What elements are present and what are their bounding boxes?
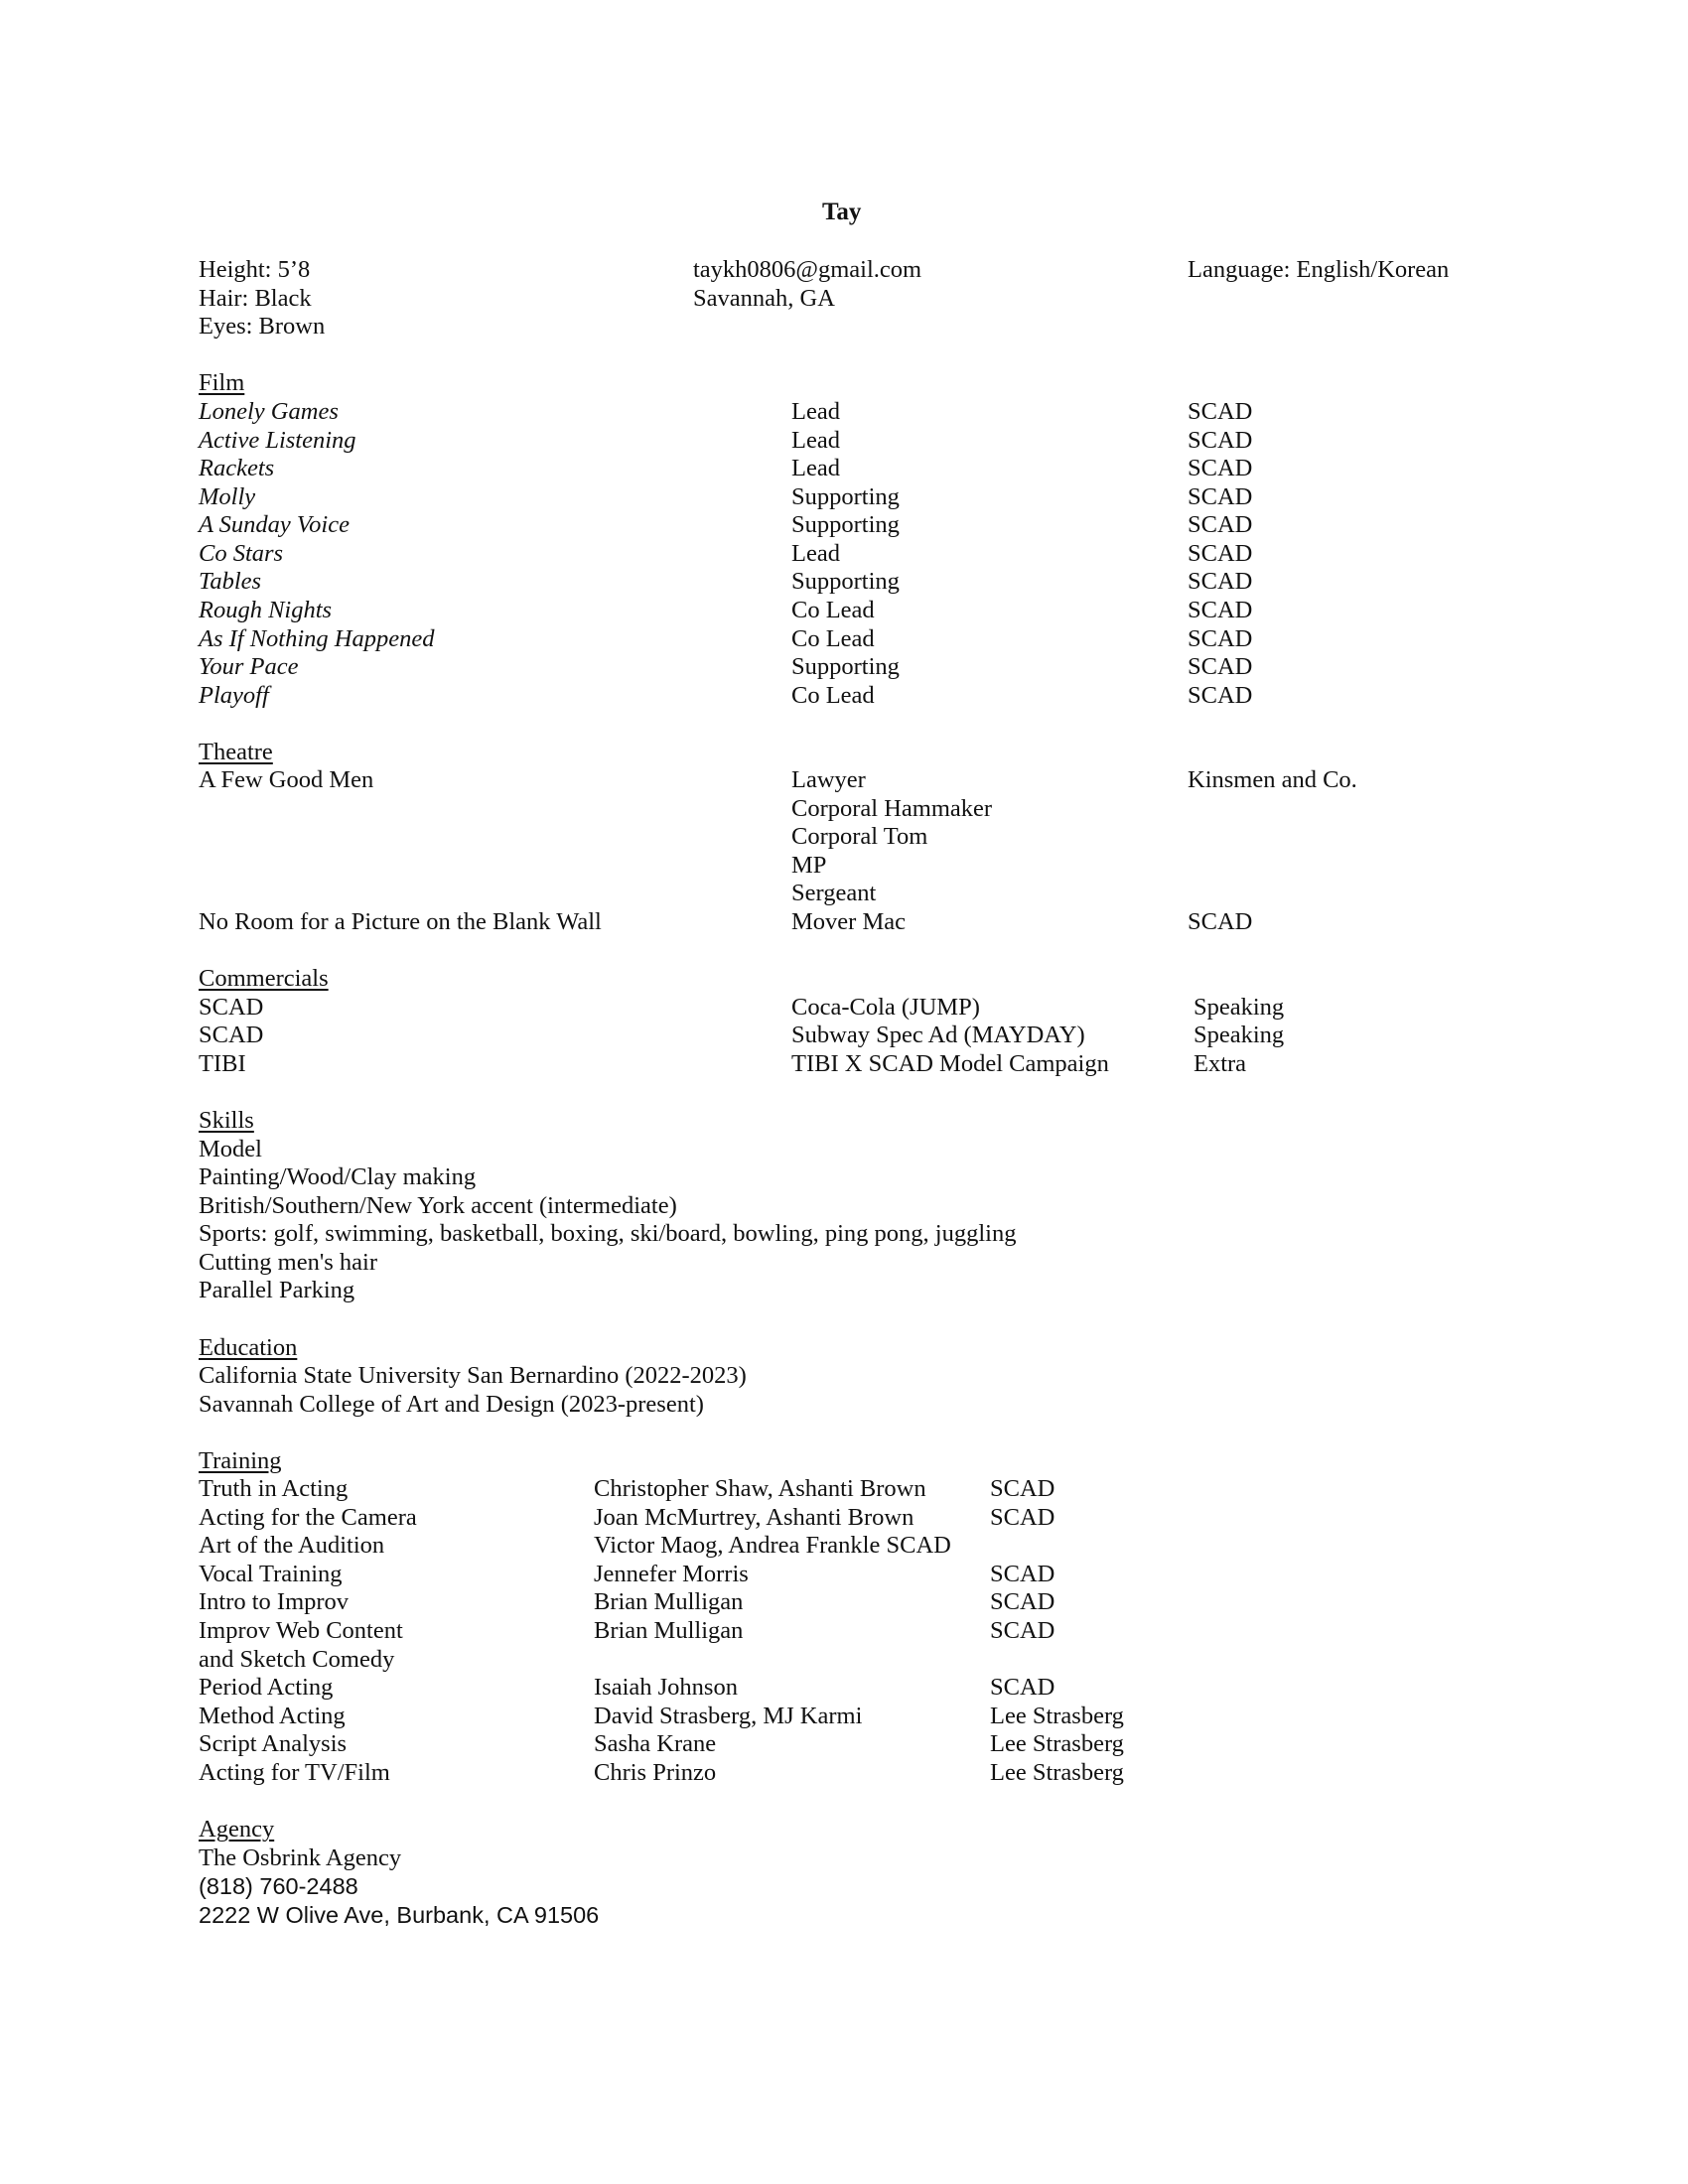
training-course: Vocal Training <box>199 1561 343 1587</box>
training-course: Method Acting <box>199 1703 346 1729</box>
film-role: Co Lead <box>791 682 875 709</box>
training-school: SCAD <box>990 1475 1055 1502</box>
film-role: Supporting <box>791 568 900 595</box>
theatre-role: Corporal Hammaker <box>791 795 993 822</box>
eyes-stat: Eyes: Brown <box>199 313 326 340</box>
theatre-title: A Few Good Men <box>199 766 374 793</box>
theatre-role: Corporal Tom <box>791 823 928 850</box>
film-title: Your Pace <box>199 653 299 680</box>
list-item: California State University San Bernardino (2022-2023) <box>199 1362 747 1389</box>
training-school: Lee Strasberg <box>990 1730 1124 1757</box>
commercial-client: SCAD <box>199 994 264 1021</box>
commercial-spot: TIBI X SCAD Model Campaign <box>791 1050 1109 1077</box>
training-course: Script Analysis <box>199 1730 348 1757</box>
film-role: Co Lead <box>791 625 875 652</box>
training-course: Intro to Improv <box>199 1588 350 1615</box>
film-company: SCAD <box>1188 625 1253 652</box>
commercial-spot: Subway Spec Ad (MAYDAY) <box>791 1022 1085 1048</box>
theatre-role: Sergeant <box>791 880 877 906</box>
film-company: SCAD <box>1188 398 1253 425</box>
film-role: Supporting <box>791 483 900 510</box>
training-course: Period Acting <box>199 1674 334 1701</box>
film-title: A Sunday Voice <box>199 511 350 538</box>
film-company: SCAD <box>1188 455 1253 481</box>
film-role: Supporting <box>791 511 900 538</box>
actor-name: Tay <box>822 199 862 225</box>
email-address[interactable]: taykh0806@gmail.com <box>693 256 922 283</box>
training-teacher: Christopher Shaw, Ashanti Brown <box>594 1475 926 1502</box>
list-item: Parallel Parking <box>199 1277 355 1303</box>
training-course: Art of the Audition <box>199 1532 385 1559</box>
film-role: Lead <box>791 540 840 567</box>
commercial-role: Extra <box>1194 1050 1247 1077</box>
training-course: and Sketch Comedy <box>199 1646 395 1673</box>
film-title: As If Nothing Happened <box>199 625 435 652</box>
commercial-role: Speaking <box>1194 994 1285 1021</box>
film-company: SCAD <box>1188 483 1253 510</box>
training-school: SCAD <box>990 1504 1055 1531</box>
commercials-heading: Commercials <box>199 965 329 992</box>
film-heading: Film <box>199 369 245 396</box>
training-school: SCAD <box>990 1617 1055 1644</box>
language: Language: English/Korean <box>1188 256 1450 283</box>
film-company: SCAD <box>1188 568 1253 595</box>
education-heading: Education <box>199 1334 298 1361</box>
training-school: SCAD <box>990 1588 1055 1615</box>
training-teacher: Brian Mulligan <box>594 1588 744 1615</box>
training-teacher: Joan McMurtrey, Ashanti Brown <box>594 1504 914 1531</box>
training-teacher: Isaiah Johnson <box>594 1674 738 1701</box>
hair-stat: Hair: Black <box>199 285 312 312</box>
agency-address: 2222 W Olive Ave, Burbank, CA 91506 <box>199 1902 600 1928</box>
film-company: SCAD <box>1188 427 1253 454</box>
training-teacher: Jennefer Morris <box>594 1561 749 1587</box>
training-course: Improv Web Content <box>199 1617 403 1644</box>
film-role: Co Lead <box>791 597 875 623</box>
theatre-role: MP <box>791 852 827 879</box>
film-title: Molly <box>199 483 256 510</box>
training-teacher: Victor Maog, Andrea Frankle SCAD <box>594 1532 951 1559</box>
list-item: Cutting men's hair <box>199 1249 377 1276</box>
list-item: Savannah College of Art and Design (2023-present) <box>199 1391 704 1418</box>
film-company: SCAD <box>1188 597 1253 623</box>
skills-heading: Skills <box>199 1107 254 1134</box>
film-title: Rough Nights <box>199 597 333 623</box>
film-title: Rackets <box>199 455 275 481</box>
commercial-client: TIBI <box>199 1050 246 1077</box>
commercial-spot: Coca-Cola (JUMP) <box>791 994 980 1021</box>
training-teacher: Sasha Krane <box>594 1730 717 1757</box>
training-heading: Training <box>199 1447 282 1474</box>
training-school: Lee Strasberg <box>990 1703 1124 1729</box>
theatre-company: Kinsmen and Co. <box>1188 766 1357 793</box>
film-company: SCAD <box>1188 653 1253 680</box>
list-item: Model <box>199 1136 262 1162</box>
training-teacher: Chris Prinzo <box>594 1759 717 1786</box>
film-role: Supporting <box>791 653 900 680</box>
film-role: Lead <box>791 398 840 425</box>
agency-name: The Osbrink Agency <box>199 1844 402 1871</box>
theatre-heading: Theatre <box>199 739 273 765</box>
film-company: SCAD <box>1188 511 1253 538</box>
film-role: Lead <box>791 427 840 454</box>
film-title: Tables <box>199 568 262 595</box>
film-title: Lonely Games <box>199 398 339 425</box>
film-company: SCAD <box>1188 540 1253 567</box>
film-title: Active Listening <box>199 427 356 454</box>
list-item: Painting/Wood/Clay making <box>199 1163 477 1190</box>
list-item: Sports: golf, swimming, basketball, boxing, ski/board, bowling, ping pong, juggling <box>199 1220 1017 1247</box>
film-role: Lead <box>791 455 840 481</box>
agency-phone: (818) 760-2488 <box>199 1873 358 1899</box>
theatre-role: Lawyer <box>791 766 866 793</box>
training-course: Acting for the Camera <box>199 1504 417 1531</box>
location: Savannah, GA <box>693 285 835 312</box>
training-course: Acting for TV/Film <box>199 1759 390 1786</box>
film-company: SCAD <box>1188 682 1253 709</box>
training-school: Lee Strasberg <box>990 1759 1124 1786</box>
training-teacher: David Strasberg, MJ Karmi <box>594 1703 863 1729</box>
film-title: Co Stars <box>199 540 284 567</box>
training-school: SCAD <box>990 1674 1055 1701</box>
training-course: Truth in Acting <box>199 1475 349 1502</box>
training-school: SCAD <box>990 1561 1055 1587</box>
theatre-title: No Room for a Picture on the Blank Wall <box>199 908 602 935</box>
list-item: British/Southern/New York accent (intermediate) <box>199 1192 677 1219</box>
theatre-company: SCAD <box>1188 908 1253 935</box>
commercial-client: SCAD <box>199 1022 264 1048</box>
film-title: Playoff <box>199 682 269 709</box>
agency-heading: Agency <box>199 1816 275 1843</box>
theatre-role: Mover Mac <box>791 908 906 935</box>
height-stat: Height: 5’8 <box>199 256 311 283</box>
commercial-role: Speaking <box>1194 1022 1285 1048</box>
training-teacher: Brian Mulligan <box>594 1617 744 1644</box>
